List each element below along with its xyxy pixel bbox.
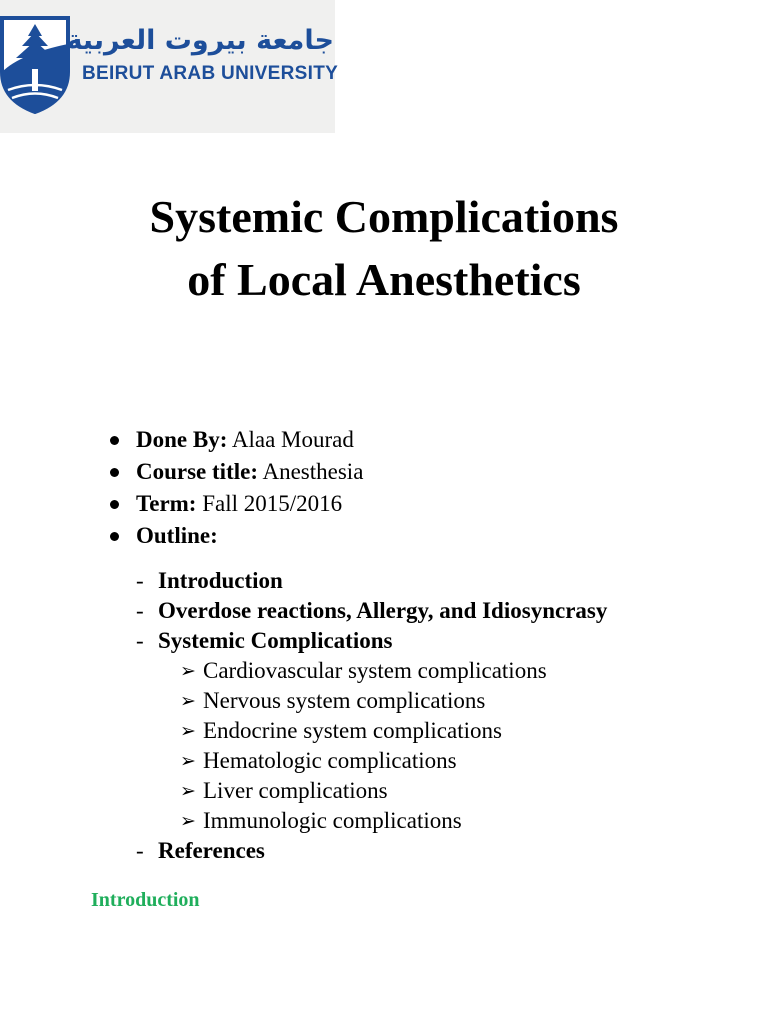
info-item-done-by bbox=[110, 424, 363, 456]
arrow-bullet-icon: ➢ bbox=[180, 720, 196, 742]
info-item-outline bbox=[110, 520, 363, 552]
bullet-icon bbox=[110, 500, 119, 509]
arrow-bullet-icon: ➢ bbox=[180, 780, 196, 802]
title-line-1: Systemic Complications bbox=[149, 191, 619, 242]
info-item-course-title bbox=[110, 456, 363, 488]
sub-item-label: Cardiovascular system complications bbox=[203, 658, 547, 683]
info-label: Term: bbox=[136, 491, 197, 516]
outline-item-overdose bbox=[136, 596, 607, 626]
logo-english-name: BEIRUT ARAB UNIVERSITY bbox=[82, 63, 339, 84]
arrow-bullet-icon: ➢ bbox=[180, 660, 196, 682]
bullet-icon bbox=[110, 532, 119, 541]
outline-item-systemic bbox=[136, 626, 607, 836]
info-value: Fall 2015/2016 bbox=[196, 491, 343, 516]
outline-item-introduction bbox=[136, 566, 607, 596]
info-value: Alaa Mourad bbox=[227, 427, 354, 452]
outline-item-label: Overdose reactions, Allergy, and Idiosyncrasy bbox=[158, 598, 608, 623]
section-heading-introduction: Introduction bbox=[91, 889, 200, 911]
outline-item-label: References bbox=[158, 838, 265, 863]
dash-marker: - bbox=[136, 838, 144, 863]
sub-item-immunologic bbox=[180, 806, 607, 836]
logo-arabic-name: جامعة بيروت العربية bbox=[66, 25, 334, 56]
dash-marker: - bbox=[136, 568, 144, 593]
arrow-bullet-icon: ➢ bbox=[180, 750, 196, 772]
info-list bbox=[110, 424, 363, 552]
outline-item-label: Systemic Complications bbox=[158, 628, 393, 653]
bullet-icon bbox=[110, 436, 119, 445]
outline-item-label: Introduction bbox=[158, 568, 283, 593]
dash-marker: - bbox=[136, 628, 144, 653]
arrow-bullet-icon: ➢ bbox=[180, 810, 196, 832]
sub-item-label: Hematologic complications bbox=[203, 748, 457, 773]
university-logo bbox=[0, 0, 339, 133]
systemic-sub-list bbox=[180, 656, 607, 836]
sub-item-nervous bbox=[180, 686, 607, 716]
sub-item-endocrine bbox=[180, 716, 607, 746]
sub-item-label: Immunologic complications bbox=[203, 808, 462, 833]
outline-item-references bbox=[136, 836, 607, 866]
bullet-icon bbox=[110, 468, 119, 477]
cedar-shield-icon bbox=[0, 14, 70, 114]
info-label: Done By: bbox=[136, 427, 228, 452]
sub-item-liver bbox=[180, 776, 607, 806]
dash-marker: - bbox=[136, 598, 144, 623]
info-value: Anesthesia bbox=[258, 459, 364, 484]
outline-list bbox=[136, 566, 607, 866]
info-label: Outline: bbox=[136, 523, 218, 548]
document-title bbox=[0, 185, 768, 311]
arrow-bullet-icon: ➢ bbox=[180, 690, 196, 712]
info-item-term bbox=[110, 488, 363, 520]
sub-item-label: Nervous system complications bbox=[203, 688, 486, 713]
info-label: Course title: bbox=[136, 459, 258, 484]
sub-item-label: Endocrine system complications bbox=[203, 718, 502, 743]
sub-item-label: Liver complications bbox=[203, 778, 388, 803]
sub-item-hematologic bbox=[180, 746, 607, 776]
sub-item-cardiovascular bbox=[180, 656, 607, 686]
title-line-2: of Local Anesthetics bbox=[187, 254, 581, 305]
